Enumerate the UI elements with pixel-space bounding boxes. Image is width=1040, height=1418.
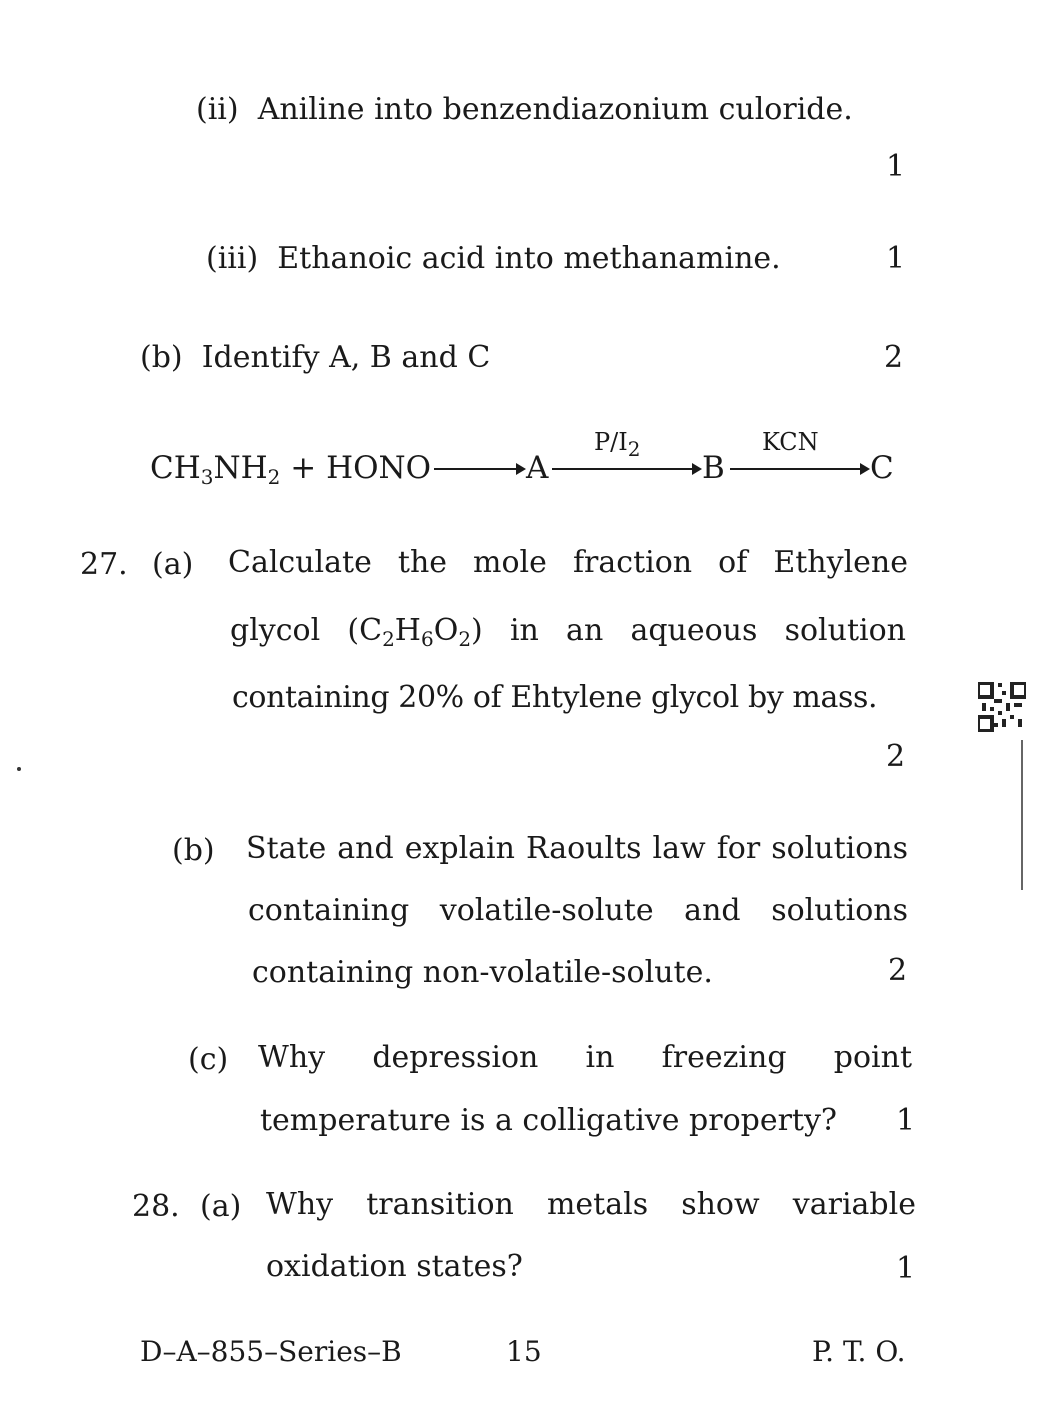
q27-c-line2: temperature is a colligative property? — [260, 1103, 838, 1138]
q27-b-line2: containing volatile-solute and solutions — [248, 893, 908, 928]
footer-code: D–A–855–Series–B — [140, 1335, 402, 1368]
margin-line — [1021, 740, 1023, 890]
q26-a-ii-text: Aniline into benzendiazonium culoride. — [257, 92, 853, 127]
q27-a-line3: containing 20% of Ehtylene glycol by mass. — [232, 680, 878, 715]
q27-b-marks: 2 — [888, 953, 908, 988]
q26-b-marks: 2 — [884, 340, 904, 375]
q26-a-iii-text: Ethanoic acid into methanamine. — [277, 241, 781, 276]
q26-b-text: Identify A, B and C — [201, 340, 491, 375]
q26-a-iii-marks: 1 — [886, 241, 906, 276]
q26-b — [140, 340, 491, 375]
qr-code-icon — [978, 682, 1026, 732]
q26-a-ii-label: (ii) — [196, 92, 239, 127]
q27-a-line1: Calculate the mole fraction of Ethylene — [228, 545, 908, 580]
product-c: C — [870, 450, 894, 486]
q27-b-label: (b) — [172, 833, 215, 868]
q27-c-label: (c) — [188, 1042, 229, 1077]
footer-pto: P. T. O. — [812, 1335, 906, 1368]
q28-number: 28. — [132, 1189, 180, 1224]
q26-a-ii — [196, 92, 853, 127]
reactants: $CH_3NH_2$ + HONO — [150, 450, 432, 489]
q27-c-marks: 1 — [896, 1103, 916, 1138]
footer-page-number: 15 — [506, 1335, 542, 1368]
product-a: A — [526, 450, 549, 486]
arrow-2 — [552, 468, 700, 470]
q27-a-marks: 2 — [886, 739, 906, 774]
arrow-1 — [434, 468, 524, 470]
q26-a-ii-marks: 1 — [886, 149, 906, 184]
scan-dot — [17, 767, 21, 771]
q27-b-line3: containing non-volatile-solute. — [252, 955, 713, 990]
product-b: B — [702, 450, 725, 486]
reaction-scheme — [150, 420, 910, 490]
arrow-3 — [730, 468, 868, 470]
q28-a-line2: oxidation states? — [266, 1249, 523, 1284]
q26-a-iii — [206, 241, 781, 276]
q27-c-line1: Why depression in freezing point — [258, 1040, 912, 1075]
q28-a-label: (a) — [200, 1189, 242, 1224]
q27-a-line2: glycol $(C_2H_6O_2)$ in an aqueous solution — [230, 613, 906, 651]
q26-a-iii-label: (iii) — [206, 241, 259, 276]
q28-a-line1: Why transition metals show variable — [266, 1187, 916, 1222]
reagent-pi2: $P/I_2$ — [594, 428, 641, 461]
q27-a-label: (a) — [152, 547, 194, 582]
q28-a-marks: 1 — [896, 1251, 916, 1286]
q27-number: 27. — [80, 547, 128, 582]
reagent-kcn: KCN — [762, 428, 819, 456]
q26-b-label: (b) — [140, 340, 183, 375]
q27-b-line1: State and explain Raoults law for solutions — [246, 831, 908, 866]
